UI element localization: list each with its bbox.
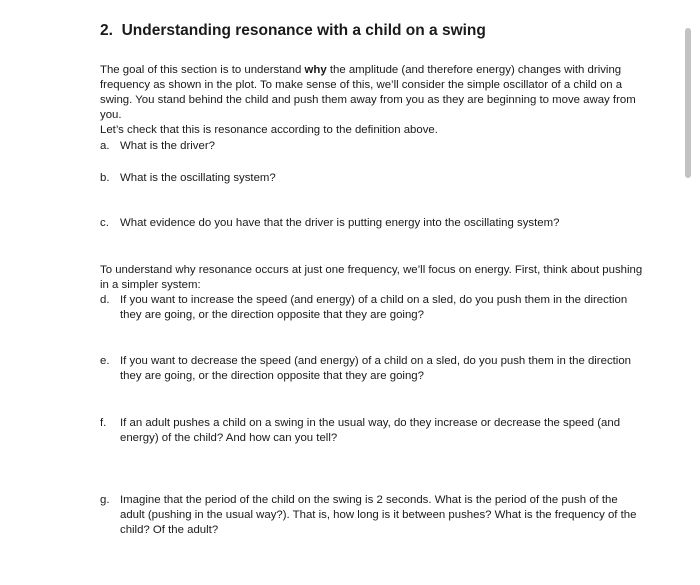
question-f — [100, 416, 645, 446]
question-marker: e. — [100, 355, 110, 367]
question-text: If an adult pushes a child on a swing in the usual way, do they increase or decrease the speed (and energy) of the child? And how can you tell? — [120, 417, 621, 444]
question-marker: c. — [100, 217, 109, 229]
intro-check-line: Let’s check that this is resonance according to the definition above. — [100, 124, 438, 136]
question-text: What is the driver? — [120, 140, 215, 152]
intro-paragraph — [100, 63, 645, 138]
question-text: What is the oscillating system? — [120, 172, 276, 184]
question-marker: g. — [100, 494, 110, 506]
question-g — [100, 493, 645, 538]
question-a — [100, 139, 645, 154]
question-marker: f. — [100, 417, 107, 429]
question-e — [100, 354, 645, 384]
section-heading — [100, 22, 486, 40]
intro-text-part1: The goal of this section is to understand — [100, 64, 305, 76]
section-title: Understanding resonance with a child on a swing — [121, 22, 486, 39]
question-text: What evidence do you have that the driver is putting energy into the oscillating system? — [120, 217, 560, 229]
question-text: Imagine that the period of the child on the swing is 2 seconds. What is the period of the push of the adult (pushing in the usual way?). That is, how long is it between pushes? What is the frequency of the child? Of the adult? — [120, 494, 637, 536]
question-marker: d. — [100, 294, 110, 306]
question-text: If you want to increase the speed (and energy) of a child on a sled, do you push them in the direction they are going, or the direction opposite that they are going? — [120, 294, 628, 321]
intro-emphasis: why — [304, 64, 327, 76]
question-text: If you want to decrease the speed (and energy) of a child on a sled, do you push them in the direction they are going, or the direction opposite that they are going? — [120, 355, 631, 382]
energy-intro-paragraph: To understand why resonance occurs at just one frequency, we’ll focus on energy. First, think about pushing in a simpler system: — [100, 264, 643, 291]
section-number: 2. — [100, 22, 113, 39]
vertical-scrollbar-thumb[interactable] — [685, 28, 691, 178]
question-c — [100, 216, 645, 231]
question-marker: b. — [100, 172, 110, 184]
question-d — [100, 293, 645, 323]
question-b — [100, 171, 645, 186]
intro-text-part2: the amplitude (and therefore energy) changes with driving frequency as shown in the plot. To make sense of this, we’ll consider the simple oscillator of a child on a swing. You stand behind the child and push them away from you as they are beginning to move away from you. — [100, 64, 636, 121]
question-marker: a. — [100, 140, 110, 152]
